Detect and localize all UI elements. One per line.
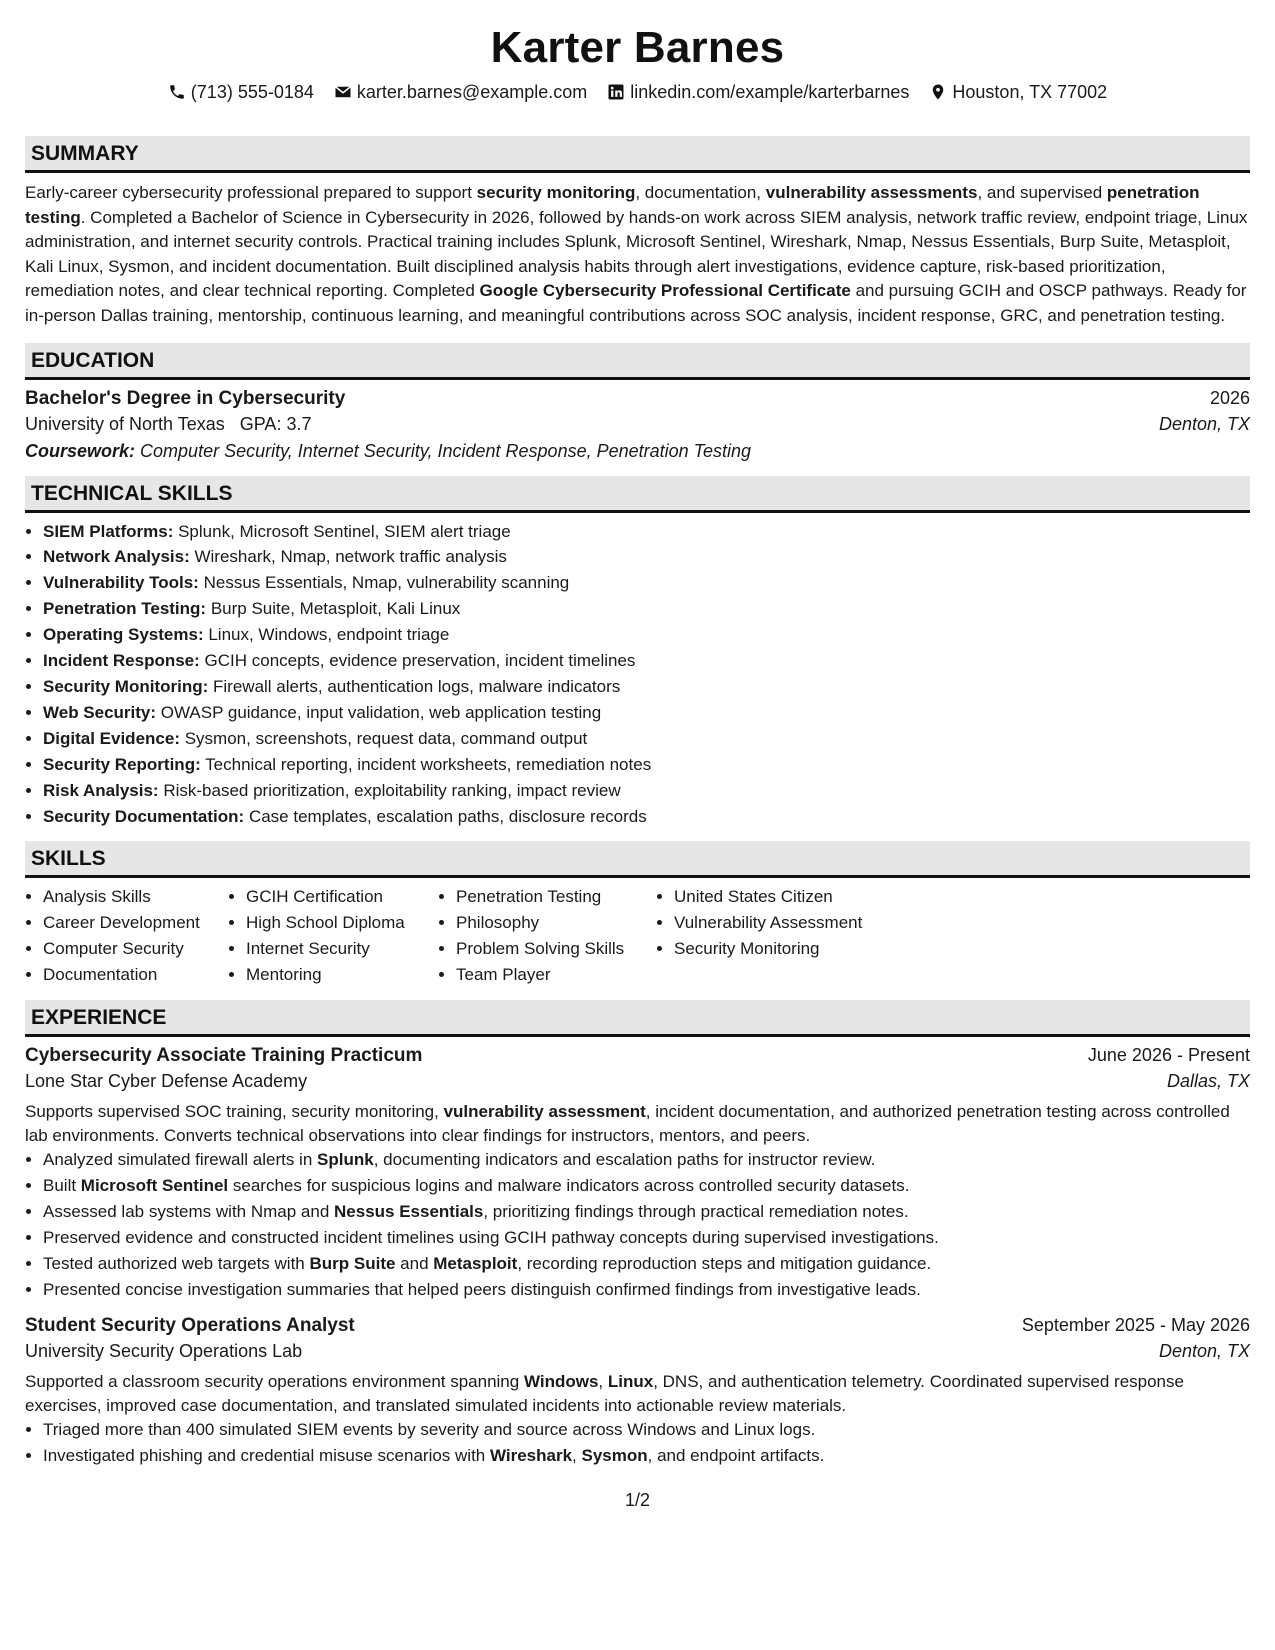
technical-skill-item bbox=[43, 700, 1250, 726]
text-segment: , prioritizing findings through practical remediation notes. bbox=[483, 1202, 909, 1222]
text-segment: Tested authorized web targets with bbox=[43, 1254, 310, 1274]
text-segment: searches for suspicious logins and malware indicators across controlled security datasets. bbox=[228, 1176, 910, 1196]
skill-item: • Internet Security bbox=[246, 936, 438, 962]
text-segment: , documenting indicators and escalation paths for instructor review. bbox=[373, 1150, 876, 1170]
skill-item: • Team Player bbox=[456, 962, 656, 988]
technical-skill-item bbox=[43, 674, 1250, 700]
skill-values: Risk-based prioritization, exploitability ranking, impact review bbox=[163, 780, 621, 800]
job-description bbox=[25, 1370, 1250, 1417]
skills-heading: SKILLS bbox=[25, 841, 1250, 878]
skill-category: Security Documentation: bbox=[43, 806, 245, 826]
skill-values: Linux, Windows, endpoint triage bbox=[208, 625, 450, 645]
skill-values: Firewall alerts, authentication logs, malware indicators bbox=[213, 677, 621, 696]
degree-title: Bachelor's Degree in Cybersecurity bbox=[25, 387, 346, 409]
text-segment: Triaged more than 400 simulated SIEM events by severity and source across Windows and Linux logs. bbox=[43, 1420, 816, 1440]
experience-list bbox=[25, 1045, 1250, 1469]
education-entry bbox=[25, 388, 1250, 462]
school-text: University of North Texas bbox=[25, 413, 225, 434]
text-segment: and pursuing GCIH and OSCP pathways. Ready for in-person Dallas training, mentorship, continuous learning, and meaningful contributions across SOC analysis, incident response, GRC, and penetration testing. bbox=[25, 281, 1247, 325]
experience-heading: EXPERIENCE bbox=[25, 1000, 1250, 1037]
emphasis-text: Google Cybersecurity Professional Certificate bbox=[479, 281, 851, 301]
technical-skill-item bbox=[43, 726, 1250, 752]
linkedin-text: linkedin.com/example/karterbarnes bbox=[630, 81, 910, 102]
text-segment: Early-career cybersecurity professional prepared to support bbox=[25, 183, 477, 202]
skill-values: Nessus Essentials, Nmap, vulnerability scanning bbox=[203, 573, 570, 593]
job-bullet bbox=[43, 1277, 1250, 1303]
text-segment: Preserved evidence and constructed incident timelines using GCIH pathway concepts during supervised investigations. bbox=[43, 1228, 939, 1248]
skill-values: GCIH concepts, evidence preservation, incident timelines bbox=[204, 651, 636, 671]
emphasis-text: Metasploit bbox=[433, 1254, 518, 1274]
text-segment: , bbox=[572, 1446, 582, 1466]
skill-item: • Career Development bbox=[43, 910, 228, 936]
technical-skills-list bbox=[25, 519, 1250, 830]
coursework bbox=[25, 441, 1250, 462]
skills-column bbox=[228, 884, 438, 988]
summary-heading: SUMMARY bbox=[25, 136, 1250, 173]
emphasis-text: vulnerability assessments bbox=[765, 183, 978, 202]
technical-skill-item bbox=[43, 519, 1250, 545]
emphasis-text: Sysmon bbox=[581, 1446, 648, 1466]
job-dates: September 2025 - May 2026 bbox=[1021, 1315, 1250, 1336]
skill-item: • Problem Solving Skills bbox=[456, 936, 656, 962]
phone-text: (713) 555-0184 bbox=[190, 81, 314, 102]
email-text: karter.barnes@example.com bbox=[356, 81, 588, 102]
skill-category: Digital Evidence: bbox=[43, 728, 180, 748]
job-location: Dallas, TX bbox=[1166, 1071, 1250, 1092]
skill-category: Incident Response: bbox=[43, 651, 200, 671]
skill-item: • Documentation bbox=[43, 962, 228, 988]
job-bullet bbox=[43, 1251, 1250, 1277]
job-bullet bbox=[43, 1443, 1250, 1469]
skill-values: Wireshark, Nmap, network traffic analysis bbox=[194, 547, 507, 567]
page-number: 1/2 bbox=[624, 1490, 651, 1510]
job-bullets bbox=[25, 1417, 1250, 1469]
job-bullet bbox=[43, 1147, 1250, 1173]
emphasis-text: Windows bbox=[523, 1372, 599, 1392]
job-location: Denton, TX bbox=[1158, 1341, 1250, 1362]
candidate-name: Karter Barnes bbox=[490, 23, 785, 72]
emphasis-text: security monitoring bbox=[476, 183, 636, 202]
job-title: Student Security Operations Analyst bbox=[25, 1315, 355, 1337]
emphasis-text: penetration testing bbox=[25, 183, 1200, 227]
coursework-label: Coursework: bbox=[25, 440, 136, 461]
skill-item: • High School Diploma bbox=[246, 910, 438, 936]
job-description bbox=[25, 1100, 1250, 1147]
degree-year: 2026 bbox=[1209, 387, 1250, 408]
skill-category: Web Security: bbox=[43, 702, 157, 722]
text-segment: Supported a classroom security operations environment spanning bbox=[25, 1372, 524, 1392]
technical-skill-item bbox=[43, 752, 1250, 778]
text-segment: , documentation, bbox=[635, 183, 766, 202]
text-segment: Analyzed simulated firewall alerts in bbox=[43, 1150, 318, 1170]
skill-category: Penetration Testing: bbox=[43, 599, 207, 619]
coursework-list: Computer Security, Internet Security, Incident Response, Penetration Testing bbox=[140, 440, 752, 461]
text-segment: , DNS, and authentication telemetry. Coordinated supervised response exercises, improved case documentation, and translated simulated incidents into actionable review materials. bbox=[25, 1372, 1184, 1415]
text-segment: , bbox=[598, 1372, 608, 1392]
skill-values: OWASP guidance, input validation, web application testing bbox=[160, 702, 602, 722]
school-name bbox=[25, 414, 311, 435]
skill-category: SIEM Platforms: bbox=[43, 521, 174, 541]
text-segment: , recording reproduction steps and mitigation guidance. bbox=[517, 1254, 932, 1274]
skill-category: Vulnerability Tools: bbox=[43, 573, 199, 593]
contact-location bbox=[929, 82, 1107, 103]
technical-skill-item bbox=[43, 622, 1250, 648]
technical-skill-item bbox=[43, 570, 1250, 596]
text-segment: Built bbox=[43, 1176, 81, 1196]
job-entry bbox=[25, 1315, 1250, 1469]
gpa-text: GPA: 3.7 bbox=[239, 413, 312, 434]
technical-skill-item bbox=[43, 648, 1250, 674]
text-segment: Assessed lab systems with Nmap and bbox=[43, 1202, 335, 1222]
job-dates: June 2026 - Present bbox=[1087, 1045, 1250, 1066]
emphasis-text: Microsoft Sentinel bbox=[80, 1176, 229, 1196]
job-organization: University Security Operations Lab bbox=[25, 1341, 303, 1362]
technical-skill-item bbox=[43, 596, 1250, 622]
skill-item: • Security Monitoring bbox=[674, 936, 956, 962]
skill-values: Burp Suite, Metasploit, Kali Linux bbox=[210, 599, 461, 619]
phone-icon bbox=[168, 83, 186, 101]
skill-item: • Penetration Testing bbox=[456, 884, 656, 910]
technical-skill-item bbox=[43, 778, 1250, 804]
contact-email[interactable] bbox=[334, 82, 587, 103]
skill-item: • United States Citizen bbox=[674, 884, 956, 910]
job-bullet bbox=[43, 1225, 1250, 1251]
school-location: Denton, TX bbox=[1158, 413, 1250, 434]
contact-phone[interactable] bbox=[168, 82, 314, 103]
linkedin-icon bbox=[607, 83, 625, 101]
contact-bar bbox=[25, 78, 1250, 106]
emphasis-text: vulnerability assessment bbox=[443, 1102, 646, 1122]
resume-page bbox=[25, 0, 1250, 1469]
text-segment: , and supervised bbox=[977, 183, 1107, 202]
skill-category: Operating Systems: bbox=[43, 625, 204, 645]
skill-category: Security Monitoring: bbox=[43, 677, 209, 696]
job-bullet bbox=[43, 1173, 1250, 1199]
job-bullets bbox=[25, 1147, 1250, 1303]
skill-category: Security Reporting: bbox=[43, 754, 201, 774]
text-segment: Presented concise investigation summaries that helped peers distinguish confirmed findings from investigative leads. bbox=[43, 1280, 921, 1300]
technical-skill-item bbox=[43, 544, 1250, 570]
job-title: Cybersecurity Associate Training Practicum bbox=[25, 1045, 423, 1067]
skill-item: • Philosophy bbox=[456, 910, 656, 936]
skill-values: Case templates, escalation paths, disclosure records bbox=[248, 806, 647, 826]
job-bullet bbox=[43, 1199, 1250, 1225]
emphasis-text: Wireshark bbox=[489, 1446, 573, 1466]
map-pin-icon bbox=[929, 83, 947, 101]
text-segment: , and endpoint artifacts. bbox=[647, 1446, 825, 1466]
job-bullet bbox=[43, 1417, 1250, 1443]
skill-values: Sysmon, screenshots, request data, command output bbox=[184, 728, 588, 748]
emphasis-text: Splunk bbox=[317, 1150, 374, 1170]
skill-values: Technical reporting, incident worksheets, remediation notes bbox=[205, 754, 652, 774]
skill-category: Network Analysis: bbox=[43, 547, 190, 567]
skills-column bbox=[25, 884, 228, 988]
location-text: Houston, TX 77002 bbox=[952, 81, 1108, 102]
text-segment: . Completed a Bachelor of Science in Cybersecurity in 2026, followed by hands-on work across SIEM analysis, network traffic review, endpoint triage, Linux administration, and internet security controls. Practical training includes Splunk, Microsoft Sentinel, Wireshark, Nmap, Nessus Essentials, Burp Suite, Metasploit, Kali Linux, Sysmon, and incident documentation. Built disciplined analysis habits through alert investigations, evidence capture, risk-based prioritization, remediation notes, and clear technical reporting. Completed bbox=[25, 207, 1248, 301]
technical-skills-heading: TECHNICAL SKILLS bbox=[25, 476, 1250, 513]
skills-column bbox=[438, 884, 656, 988]
skills-column bbox=[656, 884, 956, 988]
emphasis-text: Linux bbox=[607, 1372, 654, 1392]
text-segment: Investigated phishing and credential misuse scenarios with bbox=[43, 1446, 490, 1466]
text-segment: , incident documentation, and authorized penetration testing across controlled lab environments. Converts technical observations into clear findings for instructors, mentors, and peers. bbox=[25, 1102, 1230, 1145]
job-organization: Lone Star Cyber Defense Academy bbox=[25, 1071, 308, 1092]
skill-item: • GCIH Certification bbox=[246, 884, 438, 910]
skill-item: • Vulnerability Assessment bbox=[674, 910, 956, 936]
summary-text bbox=[25, 181, 1250, 329]
emphasis-text: Nessus Essentials bbox=[334, 1202, 484, 1222]
skills-grid bbox=[25, 884, 1250, 988]
job-entry bbox=[25, 1045, 1250, 1303]
skill-item: • Mentoring bbox=[246, 962, 438, 988]
envelope-icon bbox=[334, 83, 352, 101]
technical-skill-item bbox=[43, 804, 1250, 830]
skill-values: Splunk, Microsoft Sentinel, SIEM alert triage bbox=[178, 521, 511, 541]
emphasis-text: Burp Suite bbox=[309, 1254, 396, 1274]
skill-category: Risk Analysis: bbox=[43, 780, 159, 800]
skill-item: • Computer Security bbox=[43, 936, 228, 962]
contact-linkedin[interactable] bbox=[607, 82, 909, 103]
text-segment: and bbox=[395, 1254, 434, 1274]
skill-item: • Analysis Skills bbox=[43, 884, 228, 910]
education-heading: EDUCATION bbox=[25, 343, 1250, 380]
text-segment: Supports supervised SOC training, security monitoring, bbox=[25, 1102, 444, 1122]
